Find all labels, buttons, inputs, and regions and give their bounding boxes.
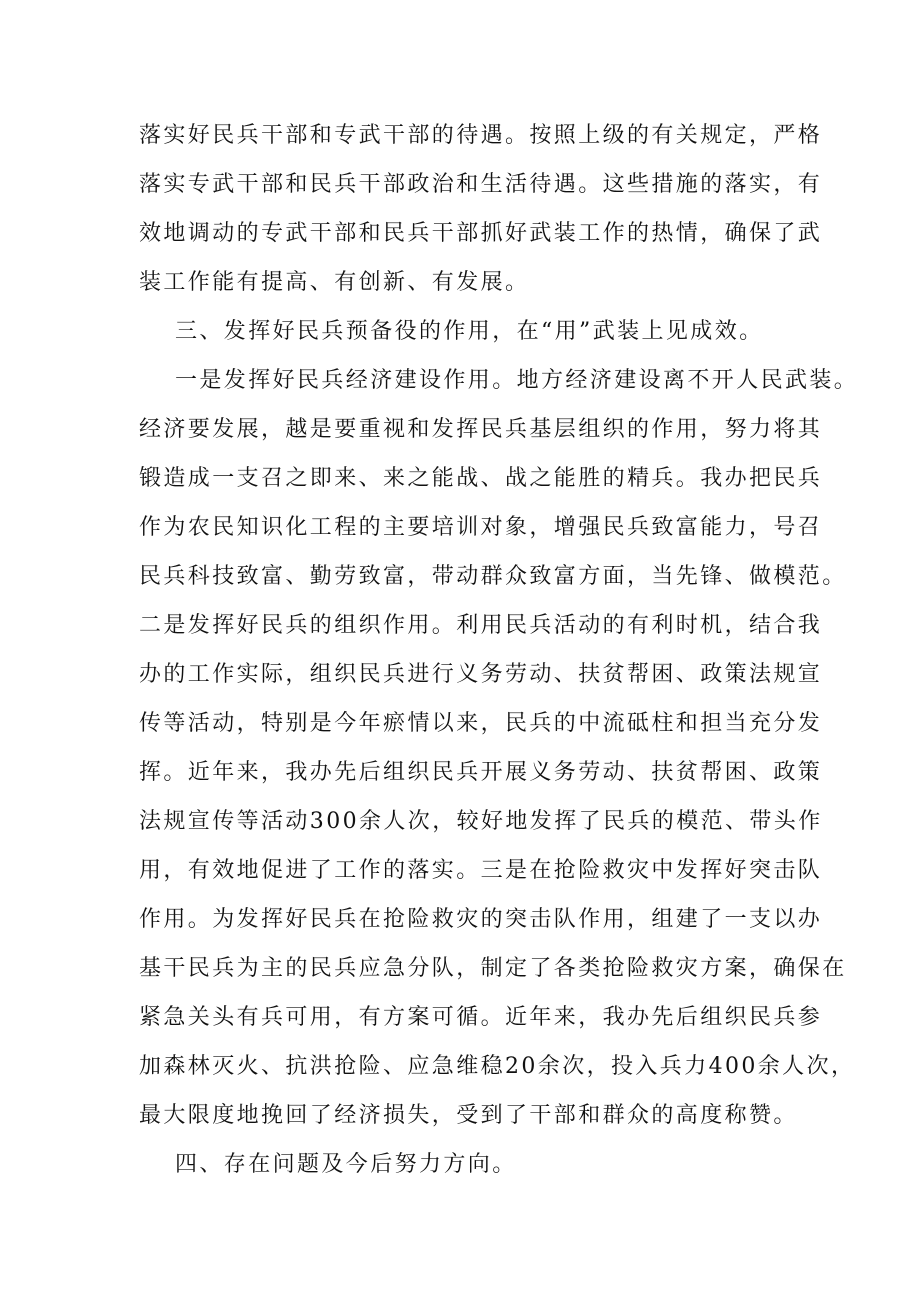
- text-line: 用，有效地促进了工作的落实。三是在抢险救灾中发挥好突击队: [139, 858, 823, 883]
- paragraph-start-line: 一是发挥好民兵经济建设作用。地方经济建设离不开人民武装。: [175, 368, 859, 393]
- section-heading: 四、存在问题及今后努力方向。: [175, 1152, 517, 1177]
- text-line: 最大限度地挽回了经济损失，受到了干部和群众的高度称赞。: [139, 1103, 798, 1128]
- text-line: 落实专武干部和民兵干部政治和生活待遇。这些措施的落实，有: [139, 172, 823, 197]
- text-line: 法规宣传等活动300余人次，较好地发挥了民兵的模范、带头作: [139, 809, 823, 834]
- section-heading: 三、发挥好民兵预备役的作用，在“用”武装上见成效。: [175, 319, 764, 344]
- text-line: 加森林灭火、抗洪抢险、应急维稳20余次，投入兵力400余人次，: [139, 1054, 856, 1079]
- text-line: 二是发挥好民兵的组织作用。利用民兵活动的有利时机，结合我: [139, 613, 823, 638]
- text-line: 民兵科技致富、勤劳致富，带动群众致富方面，当先锋、做模范。: [139, 564, 847, 589]
- text-line: 锻造成一支召之即来、来之能战、战之能胜的精兵。我办把民兵: [139, 466, 823, 491]
- text-line: 挥。近年来，我办先后组织民兵开展义务劳动、扶贫帮困、政策: [139, 760, 823, 785]
- text-line: 效地调动的专武干部和民兵干部抓好武装工作的热情，确保了武: [139, 221, 823, 246]
- text-line: 作用。为发挥好民兵在抢险救灾的突击队作用，组建了一支以办: [139, 907, 823, 932]
- text-line: 装工作能有提高、有创新、有发展。: [139, 270, 530, 295]
- text-line: 作为农民知识化工程的主要培训对象，增强民兵致富能力，号召: [139, 515, 823, 540]
- text-line: 紧急关头有兵可用，有方案可循。近年来，我办先后组织民兵参: [139, 1005, 823, 1030]
- text-line: 办的工作实际，组织民兵进行义务劳动、扶贫帮困、政策法规宣: [139, 662, 823, 687]
- text-line: 经济要发展，越是要重视和发挥民兵基层组织的作用，努力将其: [139, 417, 823, 442]
- text-line: 传等活动，特别是今年瘀情以来，民兵的中流砥柱和担当充分发: [139, 711, 823, 736]
- text-line: 落实好民兵干部和专武干部的待遇。按照上级的有关规定，严格: [139, 123, 823, 148]
- text-line: 基干民兵为主的民兵应急分队，制定了各类抢险救灾方案，确保在: [139, 956, 847, 981]
